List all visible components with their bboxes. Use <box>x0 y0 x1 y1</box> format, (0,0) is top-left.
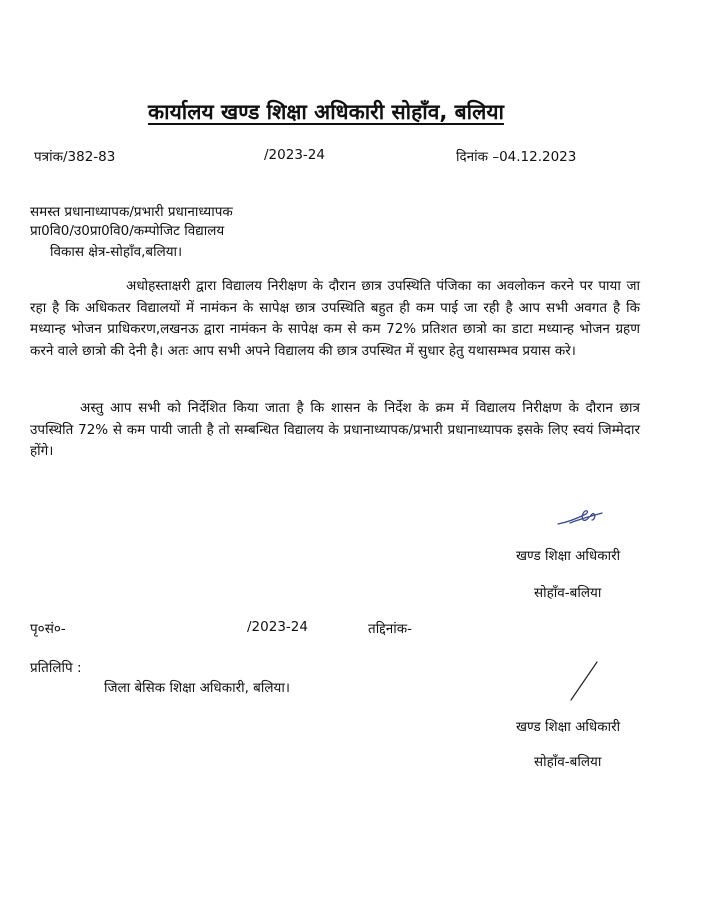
endorsement-date: तद्दिनांक- <box>368 621 412 637</box>
addressee-line-1: समस्त प्रधानाध्यापक/प्रभारी प्रधानाध्यापक <box>30 204 233 220</box>
copy-label: प्रतिलिपि : <box>30 660 82 676</box>
copy-recipient: जिला बेसिक शिक्षा अधिकारी, बलिया। <box>104 680 290 696</box>
addressee-line-3: विकास क्षेत्र-सोहाँव,बलिया। <box>50 244 183 260</box>
signatory-place: सोहाँव-बलिया <box>534 754 602 770</box>
page-title: कार्यालय खण्ड शिक्षा अधिकारी सोहाँव, बलिया <box>148 100 504 124</box>
endorsement-year: /2023-24 <box>247 619 308 635</box>
signature-mark <box>568 660 600 702</box>
signatory-designation: खण्ड शिक्षा अधिकारी <box>516 548 621 564</box>
signatory-designation: खण्ड शिक्षा अधिकारी <box>516 719 621 735</box>
letter-date: दिनांक –04.12.2023 <box>456 149 577 165</box>
addressee-line-2: प्रा0वि0/उ0प्रा0वि0/कम्पोजिट विद्यालय <box>30 223 225 239</box>
signatory-place: सोहाँव-बलिया <box>534 585 602 601</box>
body-paragraph-1: अधोहस्ताक्षरी द्वारा विद्यालय निरीक्षण के दौरान छात्र उपस्थिति पंजिका का अवलोकन करने पर पाया जा रहा है कि अधिकतर विद्यालयों में नामंकन के सापेक्ष छात्र उपस्थिति बहुत ही कम पाई जा रही है आप सभी अवगत है कि मध्यान्ह भोजन प्राधिकरण,लखनऊ द्वारा नामंकन के सापेक्ष कम से कम 72% प्रतिशत छात्रो का डाटा मध्यान्ह भोजन ग्रहण करने वाले छात्रो की देनी है। अतः आप सभी अपने विद्यालय की छात्र उपस्थित में सुधार हेतु यथासम्भव प्रयास करे। <box>30 278 640 359</box>
endorsement-number: पृ०सं०- <box>30 621 66 637</box>
signature-mark <box>556 506 606 528</box>
body-paragraph-2: अस्तु आप सभी को निर्देशित किया जाता है कि शासन के निर्देश के क्रम में विद्यालय निरीक्षण के दौरान छात्र उपस्थिति 72% से कम पायी जाती है तो सम्बन्धित विद्यालय के प्रधानाध्यापक/प्रभारी प्रधानाध्यापक इसके लिए स्वयं जिम्मेदार होंगे। <box>30 400 640 459</box>
letter-year: /2023-24 <box>264 147 325 163</box>
letter-number: पत्रांक/382-83 <box>34 149 116 165</box>
